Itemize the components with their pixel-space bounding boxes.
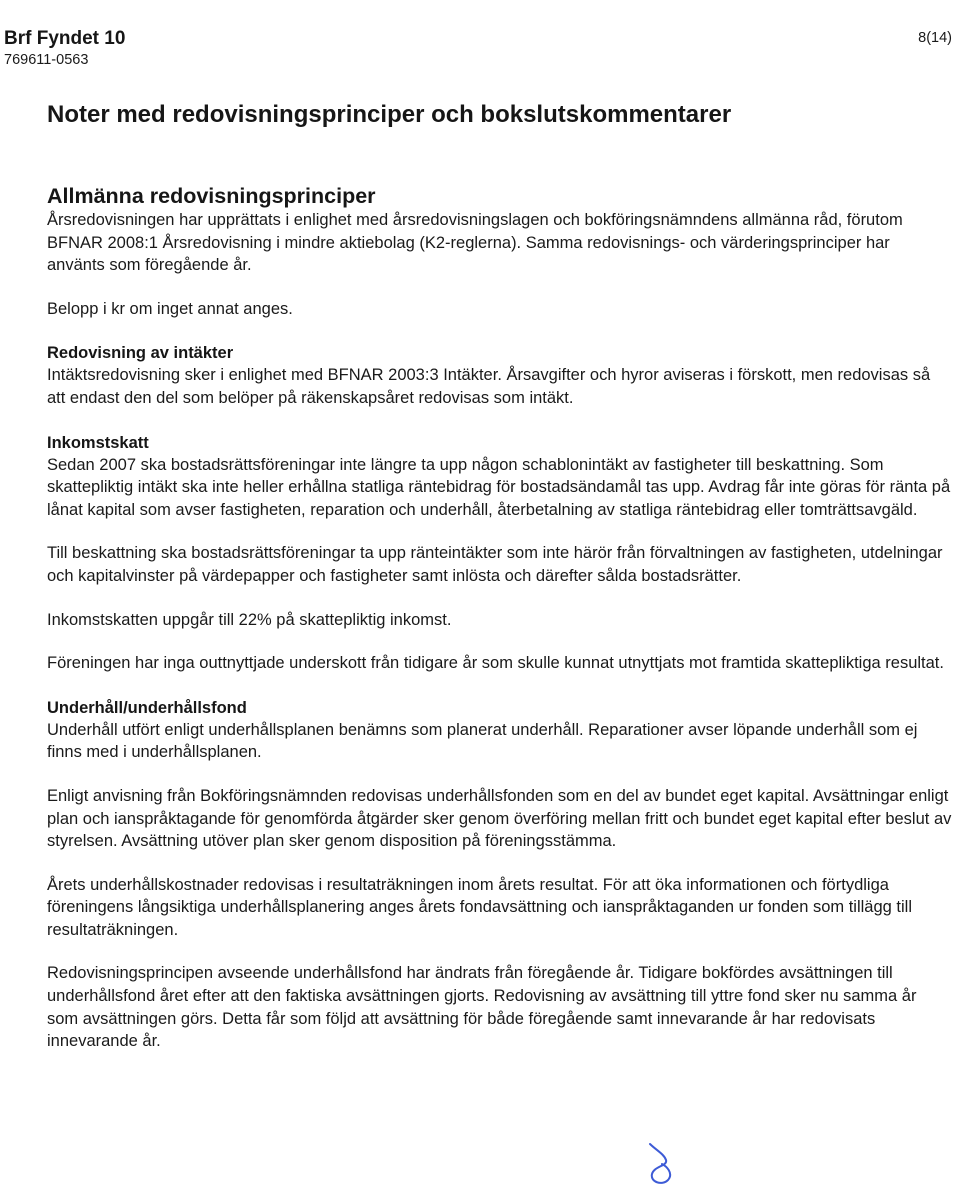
section-income-tax (47, 432, 952, 675)
section-heading: Underhåll/underhållsfond (47, 698, 247, 717)
section-heading: Inkomstskatt (47, 433, 149, 452)
paragraph: Enligt anvisning från Bokföringsnämnden redovisas underhållsfonden som en del av bundet eget kapital. Avsättningar enligt plan och ianspråktagande för genomförda åtgärder sker genom överföring mellan fritt och bundet eget kapital efter beslut av styrelsen. Avsättning utöver plan sker genom disposition på föreningsstämma. (47, 786, 952, 851)
paragraph: Sedan 2007 ska bostadsrättsföreningar inte längre ta upp någon schablonintäkt av fastigheter till beskattning. Som skattepliktig intäkt ska inte heller erhållna statliga räntebidrag för bostadsändamål tas upp. Avdrag får inte göras för ränta på lånat kapital som avser fastigheten, reparation och underhåll, återbetalning av statliga räntebidrag eller tomträttsavgäld. (47, 455, 951, 519)
section-maintenance-fund (47, 697, 952, 1053)
organization-number: 769611-0563 (4, 52, 89, 68)
paragraph: Underhåll utfört enligt underhållsplanen benämns som planerat underhåll. Reparationer avser löpande underhåll som ej finns med i underhållsplanen. (47, 720, 918, 762)
page-number: 8(14) (918, 30, 952, 46)
paragraph: Redovisningsprincipen avseende underhållsfond har ändrats från föregående år. Tidigare bokfördes avsättningen till underhållsfond året efter att den faktiska avsättningen gjorts. Redovisning av avsättning till yttre fond sker nu samma år som avsättningen görs. Detta får som följd att avsättning för både föregående samt innevarande år har redovisats innevarande år. (47, 964, 917, 1051)
paragraph: Föreningen har inga outtnyttjade underskott från tidigare år som skulle kunnat utnyttjats mot framtida skattepliktiga resultat. (47, 654, 944, 673)
paragraph: Inkomstskatten uppgår till 22% på skattepliktig inkomst. (47, 610, 452, 629)
page-title: Noter med redovisningsprinciper och bokslutskommentarer (47, 101, 732, 128)
organization-name: Brf Fyndet 10 (4, 28, 126, 49)
document-header (4, 28, 125, 69)
paragraph: Årets underhållskostnader redovisas i resultaträkningen inom årets resultat. För att öka informationen och förtydliga föreningens långsiktiga underhållsplanering anges årets fondavsättning och ianspråktaganden ur fonden som tillägg till resultaträkningen. (47, 875, 912, 939)
section-heading: Redovisning av intäkter (47, 344, 234, 363)
paragraph: Belopp i kr om inget annat anges. (47, 299, 293, 318)
section-general-principles (47, 183, 952, 320)
section-heading: Allmänna redovisningsprinciper (47, 184, 376, 208)
handwritten-initial (642, 1140, 682, 1190)
paragraph: Intäktsredovisning sker i enlighet med BFNAR 2003:3 Intäkter. Årsavgifter och hyror aviseras i förskott, men redovisas så att endast den del som belöper på räkenskapsåret redovisas som intäkt. (47, 366, 931, 407)
notes-content (47, 183, 952, 1053)
paragraph: Årsredovisningen har upprättats i enlighet med årsredovisningslagen och bokföringsnämndens allmänna råd, förutom BFNAR 2008:1 Årsredovisning i mindre aktiebolag (K2-reglerna). Samma redovisnings- och värderingsprinciper har använts som föregående år. (47, 211, 903, 275)
section-revenue-recognition (47, 342, 952, 409)
paragraph: Till beskattning ska bostadsrättsföreningar ta upp ränteintäkter som inte härör från förvaltningen av fastigheten, utdelningar och kapitalvinster på värdepapper och fastigheter samt inlösta och därefter sålda bostadsrätter. (47, 544, 943, 585)
